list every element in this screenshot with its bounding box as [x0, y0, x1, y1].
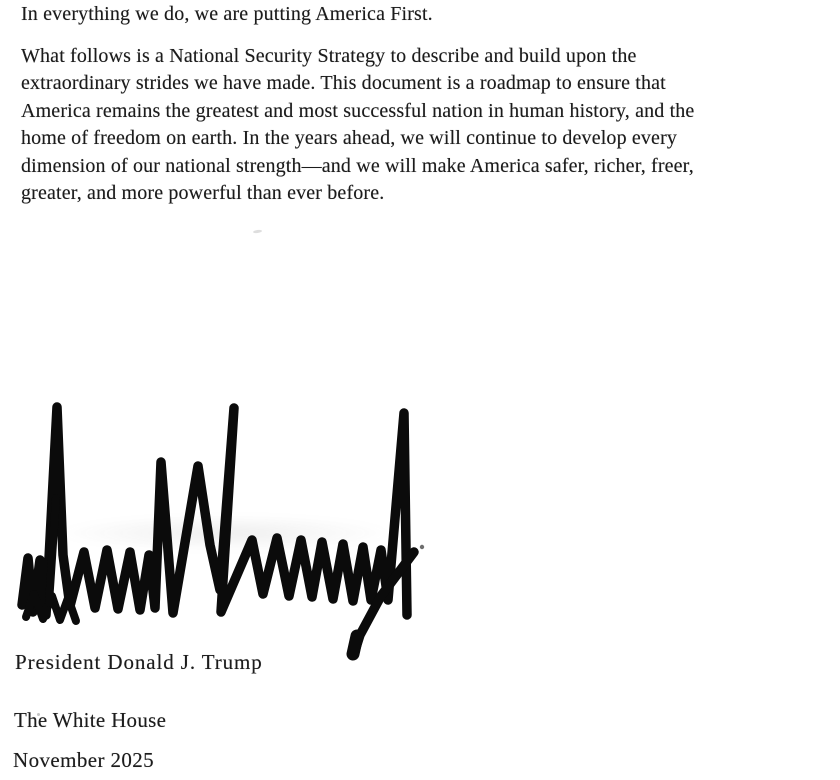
signature-ink-dot [420, 545, 424, 549]
body-paragraph-line: dimension of our national strength—and we will make America safer, richer, freer, [21, 154, 694, 177]
body-paragraph [21, 43, 694, 207]
body-paragraph-line: America remains the greatest and most successful nation in human history, and the [21, 99, 695, 122]
signature-stroke-descender-tip [353, 636, 357, 654]
institution-line: The White House [14, 708, 167, 732]
intro-paragraph: In everything we do, we are putting America First. [21, 3, 433, 25]
body-paragraph-line: home of freedom on earth. In the years ahead, we will continue to develop every [21, 127, 678, 150]
signature-stroke-main [22, 407, 407, 615]
body-paragraph-line: What follows is a National Security Strategy to describe and build upon the [21, 45, 637, 67]
date-line: November 2025 [13, 748, 155, 772]
trump-signature-image [0, 380, 460, 680]
body-paragraph-line: extraordinary strides we have made. This document is a roadmap to ensure that [21, 72, 666, 95]
body-paragraph-line: greater, and more powerful than ever before. [21, 182, 385, 205]
signer-name-line: President Donald J. Trump [15, 650, 263, 674]
scan-artifact-speck [253, 229, 262, 233]
